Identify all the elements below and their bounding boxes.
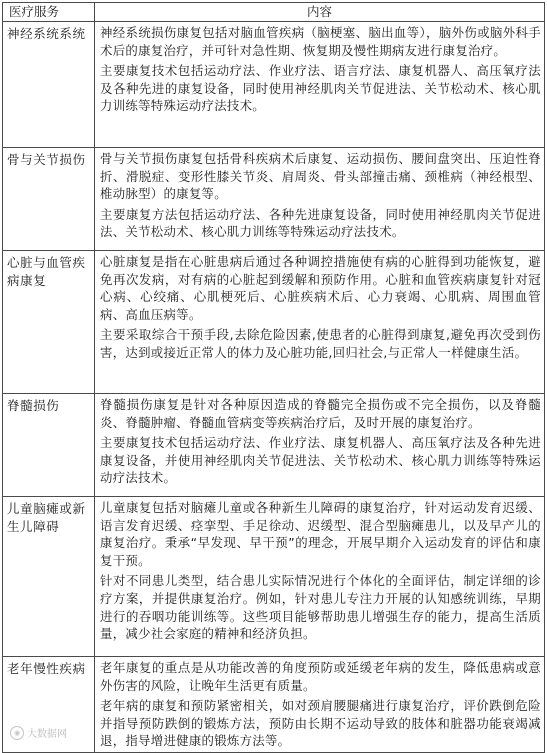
watermark-text: 大数据网 (27, 729, 67, 740)
table-header-row (3, 3, 545, 22)
content-paragraph: 主要采取综合干预手段,去除危险因素,使患者的心脏得到康复,避免再次受到伤害，达到或接近正常人的体力及心脏功能,回归社会,与正常人一样健康生活。 (100, 327, 541, 360)
content-paragraph: 针对不同患儿类型，结合患儿实际情况进行个体化的全面评估，制定详细的诊疗方案，并提供康复治疗。例如，针对患儿专注力开展的认知感统训练，早期进行的吞咽功能训练等。这些项目能够帮助患儿增强生存的能力，提高生活质量，减少社会家庭的精神和经济负担。 (100, 573, 541, 642)
service-name: 脊髓损伤 (3, 394, 95, 497)
service-name: 骨与关节损伤 (3, 148, 95, 251)
content-paragraph: 脊髓损伤康复是针对各种原因造成的脊髓完全损伤或不完全损伤，以及脊髓炎、脊髓肿瘤、脊髓血管病变等疾病治疗后，及时开展的康复治疗。 (100, 397, 541, 430)
content-paragraph: 骨与关节损伤康复包括骨科疾病术后康复、运动损伤、腰间盘突出、压迫性脊折、滑脱症、变形性膝关节炎、肩周炎、骨头部撞击痛、颈椎病（神经根型、椎动脉型）的康复等。 (100, 151, 541, 202)
header-content: 内容 (95, 3, 545, 22)
camera-logo-icon: ◉ (10, 726, 24, 740)
content-paragraph: 主要康复方法包括运动疗法、各种先进康复设备，同时使用神经肌肉关节促进法、关节松动术、核心肌力训练等特殊运动疗法技术。 (100, 206, 541, 240)
service-name: 神经系统系统 (3, 22, 95, 148)
service-content (95, 497, 545, 657)
content-paragraph: 老年康复的重点是从功能改善的角度预防或延缓老年病的发生，降低患病或意外伤害的风险，让晚年生活更有质量。 (100, 660, 541, 693)
content-paragraph: 神经系统损伤康复包括对脑血管疾病（脑梗塞、脑出血等），脑外伤或脑外科手术后的康复治疗，并可针对急性期、恢复期及慢性期病友进行康复治疗。 (100, 25, 541, 58)
table-row (3, 148, 545, 251)
content-paragraph: 主要康复技术包括运动疗法、作业疗法、康复机器人、高压氧疗法及各种先进康复设备，并使用神经肌肉关节促进法、关节松动术、核心肌力训练等特殊运动疗法技术。 (100, 435, 541, 486)
table-row (3, 22, 545, 148)
table-row (3, 657, 545, 753)
service-name: 老年慢性疾病 (3, 657, 95, 753)
table-row (3, 251, 545, 394)
content-paragraph: 儿童康复包括对脑瘫儿童或各种新生儿障碍的康复治疗，针对运动发育迟缓、语言发育迟缓、痉挛型、手足徐动、迟缓型、混合型脑瘫患儿，以及早产儿的康复治疗。秉承“早发现、早干预”的理念，开展早期介入运动发育的评估和康复干预。 (100, 500, 541, 568)
service-content (95, 22, 545, 148)
content-paragraph: 心脏康复是指在心脏患病后通过各种调控措施使有病的心脏得到功能恢复，避免再次发病，对有病的心脏起到缓解和预防作用。心脏和血管疾病康复针对冠心病、心绞痛、心肌梗死后、心脏疾病术后、心力衰竭、心肌病、周围血管病、高血压病等。 (100, 254, 541, 322)
service-content (95, 657, 545, 753)
content-paragraph: 主要康复技术包括运动疗法、作业疗法、语言疗法、康复机器人、高压氧疗法及各种先进的康复设备，同时使用神经肌肉关节促进法、关节松动术、核心肌力训练等特殊运动疗法技术。 (100, 63, 541, 114)
medical-services-table (2, 2, 545, 753)
service-content (95, 394, 545, 497)
service-content (95, 148, 545, 251)
header-service: 医疗服务 (3, 3, 95, 22)
service-name: 儿童脑瘫或新生儿障碍 (3, 497, 95, 657)
table-row (3, 394, 545, 497)
content-paragraph: 老年病的康复和预防紧密相关，如对颈肩腰腿痛进行康复治疗，评价跌倒危险并指导预防跌倒的锻炼方法，预防由长期不运动导致的肢体和脏器功能衰竭减退，指导增进健康的锻炼方法等。 (100, 698, 541, 749)
table-row (3, 497, 545, 657)
service-content (95, 251, 545, 394)
watermark (10, 725, 67, 740)
service-name: 心脏与血管疾病康复 (3, 251, 95, 394)
